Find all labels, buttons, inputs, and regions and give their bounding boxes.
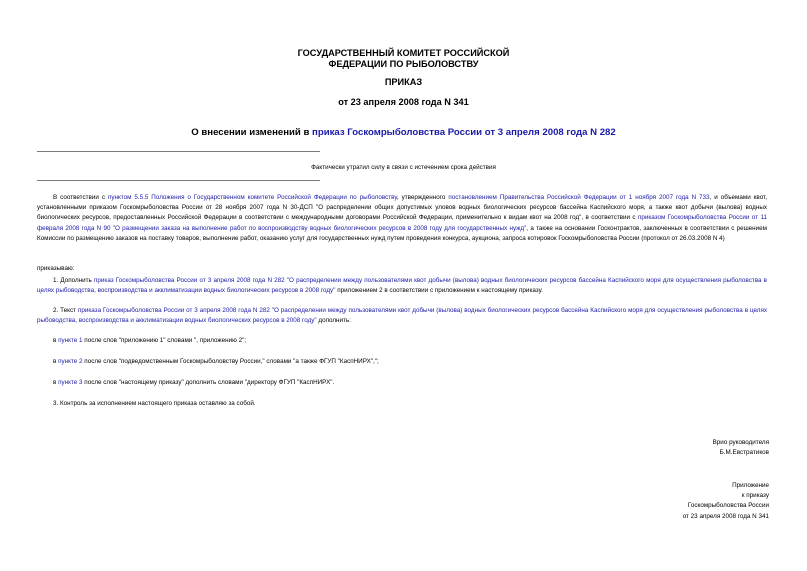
- appendix-block: [683, 481, 769, 522]
- subitem-3-text-2: после слов "настоящему приказу" дополнить словами "директору ФГУП "КаспНИРХ".: [82, 379, 335, 386]
- subitem-3-text-1: в: [53, 379, 59, 386]
- item-2-text-1: 2. Текст: [53, 307, 78, 314]
- document-title: [0, 127, 807, 138]
- preamble-text-3: , и объемами квот, установленными приказом Госкомрыболовства России от 28 ноября 2007 года N 30-ДСП "О распределении общих допустимых уловов водных биологических ресурсов бассейна Каспийского моря, а также квот добычи (вылова) водных биологических ресурсов, предоставленных Российской Федерации в соответствии с международными договорами Российской Федерации, применительно к видам квот на 2008 год", в соответствии с: [37, 194, 767, 222]
- order-word: приказываю:: [37, 265, 75, 272]
- preamble-text-4: , а также на основании Госконтрактов, заключенных в соответствии с решением Комиссии по размещению заказов на поставку товаров, выполнение работ, оказанию услуг для государственных нужд путем проведения конкурса, аукциона, запроса котировок Госкомрыболовства России (протокол от 26.03.2008 N 4): [37, 224, 767, 242]
- subitem-2: [53, 357, 767, 367]
- divider-bottom: [37, 180, 320, 181]
- document-type: ПРИКАЗ: [384, 77, 423, 87]
- item-1-paragraph: [37, 276, 767, 296]
- status-note: Фактически утратил силу в связи с истечением срока действия: [311, 164, 496, 171]
- item-1-link-order-282[interactable]: приказ Госкомрыболовства России от 3 апреля 2008 года N 282 "О распределении между пользователями квот добычи (вылова) водных биологических ресурсов бассейна Каспийского моря для осуществления рыболовства в целях рыбоводства, воспроизводства и акклиматизации водных биологических ресурсов в 2008 году": [37, 277, 767, 295]
- subitem-1-link[interactable]: пункте 1: [58, 337, 83, 344]
- subitem-3-link[interactable]: пункте 3: [58, 379, 83, 386]
- subitem-2-text-2: после слов "подведомственным Госкомрыболовству России," словами "а также ФГУП "КаспНИРХ",";: [82, 358, 379, 365]
- signature-person: Б.М.Евстратиков: [719, 449, 769, 457]
- preamble-paragraph: [37, 193, 767, 244]
- signature-block: [713, 438, 769, 458]
- subitem-1-text-1: в: [53, 337, 59, 344]
- subitem-1: [53, 336, 767, 346]
- preamble-text-2: , утвержденного: [396, 194, 449, 201]
- item-2-link-order-282[interactable]: приказа Госкомрыболовства России от 3 апреля 2008 года N 282 "О распределении между пользователями квот добычи (вылова) водных биологических ресурсов бассейна Каспийского моря для осуществления рыболовства в целях рыбоводства, воспроизводства и акклиматизации водных биологических ресурсов в 2008 году": [37, 307, 768, 325]
- preamble-link-resolution[interactable]: постановлением Правительства Российской Федерации от 1 ноября 2007 года N 733: [448, 194, 710, 201]
- appendix-label: Приложение: [732, 482, 769, 489]
- title-link[interactable]: приказ Госкомрыболовства России от 3 апреля 2008 года N 282: [312, 127, 616, 138]
- item-1-text-1: 1. Дополнить: [53, 277, 94, 284]
- item-2-paragraph: [37, 306, 767, 326]
- item-3-paragraph: 3. Контроль за исполнением настоящего приказа оставляю за собой.: [53, 400, 256, 407]
- item-2-text-2: дополнить:: [316, 317, 351, 325]
- item-1-text-2: приложением 2 в соответствии с приложением к настоящему приказу.: [335, 287, 543, 295]
- subitem-2-text-1: в: [53, 358, 59, 365]
- appendix-agency: Госкомрыболовства России: [687, 502, 769, 510]
- title-prefix: О внесении изменений в: [191, 127, 313, 138]
- appendix-order-ref: к приказу: [741, 492, 769, 500]
- org-name-line2: ФЕДЕРАЦИИ ПО РЫБОЛОВСТВУ: [328, 59, 479, 69]
- appendix-date: от 23 апреля 2008 года N 341: [682, 512, 769, 520]
- signature-position: Врио руководителя: [712, 439, 769, 446]
- subitem-1-text-2: после слов "приложению 1" словами ", приложению 2";: [82, 337, 247, 344]
- preamble-link-regulation[interactable]: пунктом 5.5.5 Положения о Государственном комитете Российской Федерации по рыболовству: [107, 194, 397, 201]
- org-name-line1: ГОСУДАРСТВЕННЫЙ КОМИТЕТ РОССИЙСКОЙ: [297, 48, 510, 58]
- preamble-link-order-90[interactable]: приказом Госкомрыболовства России от 11 февраля 2008 года N 90 "О размещении заказа на выполнение работ по воспроизводству водных биологических ресурсов в 2008 году для государственных нужд": [37, 214, 767, 232]
- divider-top: [37, 151, 320, 152]
- subitem-3: [53, 378, 767, 388]
- subitem-2-link[interactable]: пункте 2: [58, 358, 83, 365]
- preamble-text-1: В соответствии с: [53, 194, 108, 201]
- document-date: от 23 апреля 2008 года N 341: [338, 97, 469, 107]
